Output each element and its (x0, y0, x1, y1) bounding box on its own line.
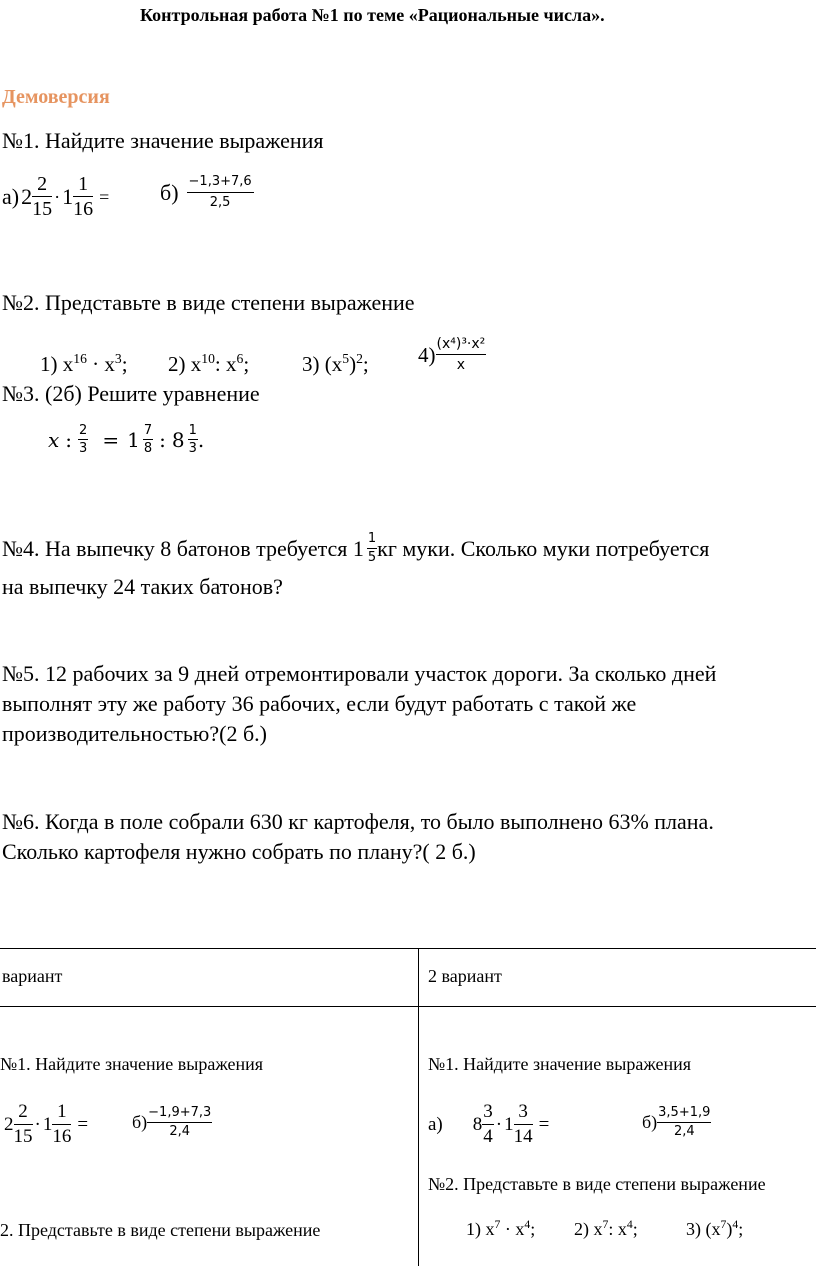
t2i1-e1: 16 (73, 351, 87, 366)
t2i3-e2: 2 (356, 351, 363, 366)
task2-text: №2. Представьте в виде степени выражение (2, 290, 415, 315)
task3-equation (48, 422, 204, 457)
a-op: · (54, 186, 61, 207)
task5-line2: выполнят эту же работу 36 рабочих, если будут работать с такой же (2, 691, 637, 716)
v2i2-mid: : x (608, 1219, 627, 1239)
t4-num: 1 (367, 530, 377, 549)
t2i4-den: x (456, 357, 466, 373)
v1-b-den: 2,4 (169, 1124, 191, 1139)
task1-text: №1. Найдите значение выражения (2, 128, 324, 153)
v2i1-pre: 1) x (466, 1219, 495, 1239)
t3-w3: 8 (171, 427, 185, 452)
v2i1-e2: 4 (524, 1218, 531, 1231)
a-whole1: 2 (21, 183, 33, 209)
task6-line2: Сколько картофеля нужно собрать по плану?( 2 б.) (2, 839, 476, 864)
t2i2-post: ; (243, 352, 250, 376)
v2-f2 (514, 1100, 533, 1149)
v2i1-mid: · x (500, 1219, 525, 1239)
v1-f2 (52, 1100, 71, 1149)
a-whole2: 1 (62, 183, 74, 209)
t2i4-num: (x⁴)³·x² (436, 334, 487, 355)
t3-x: x (48, 427, 60, 452)
t2i3-post: ; (362, 352, 369, 376)
task2-item1 (40, 343, 128, 380)
v1-b-label: б) (132, 1112, 148, 1132)
variant1-expression-b (132, 1104, 212, 1141)
a-fraction2 (73, 172, 93, 221)
t2i1-mid: · x (86, 352, 115, 376)
b-den: 2,5 (209, 195, 231, 210)
t3-f2-num: 7 (143, 423, 153, 438)
v2i2-e2: 4 (626, 1218, 633, 1231)
task1-b-label: б) (160, 179, 179, 205)
variant2-task2-text: №2. Представьте в виде степени выражение (428, 1174, 766, 1194)
v2-w1: 8 (472, 1113, 483, 1135)
t2i4-pre: 4) (418, 342, 436, 367)
task1-expression-a (2, 172, 109, 221)
t3-f1 (78, 422, 88, 457)
task3-text: №3. (2б) Решите уравнение (2, 381, 260, 406)
v2i3-mid: ) (726, 1219, 733, 1239)
v1-w1: 2 (4, 1113, 14, 1135)
v2i3-post: ; (738, 1219, 744, 1239)
v1-op: · (34, 1113, 41, 1135)
v1-eq: = (77, 1113, 89, 1135)
t4-fraction (367, 530, 377, 567)
v1-f1 (14, 1100, 33, 1149)
a-fraction1 (32, 172, 52, 221)
t2i1-pre: 1) x (40, 352, 74, 376)
v2i1-post: ; (530, 1219, 536, 1239)
v2-op: · (495, 1113, 503, 1135)
v2-b-label: б) (642, 1112, 658, 1132)
task1-a-label: а) (2, 183, 20, 209)
t3-f3-den: 3 (188, 441, 197, 456)
variant1-task2-text: 2. Представьте в виде степени выражение (0, 1220, 321, 1240)
v1-n1: 2 (14, 1100, 33, 1125)
a-den1: 15 (32, 198, 53, 220)
a-den2: 16 (73, 198, 94, 220)
v2i3-e1: 7 (720, 1218, 727, 1231)
task5-line1: №5. 12 рабочих за 9 дней отремонтировали участок дороги. За сколько дней (2, 661, 717, 686)
v2-n1: 3 (482, 1100, 494, 1125)
v2i2-pre: 2) x (574, 1219, 603, 1239)
t4-post: кг муки. Сколько муки потребуется (377, 535, 710, 561)
t3-f3-num: 1 (188, 423, 197, 438)
t2i2-e1: 10 (201, 351, 215, 366)
a-num1: 2 (32, 172, 52, 197)
variant2-task2-item1 (466, 1218, 535, 1240)
task1-expression-b (160, 172, 254, 213)
v2-d1: 4 (483, 1126, 493, 1147)
variant2-task1-text: №1. Найдите значение выражения (428, 1054, 692, 1074)
t3-colon2: : (159, 427, 166, 452)
v2i1-e1: 7 (494, 1218, 501, 1231)
v1-b-fraction (147, 1104, 212, 1141)
b-num: −1,3+7,6 (187, 172, 254, 193)
table-top-border (0, 948, 816, 949)
t2i3-mid: ) (349, 352, 357, 376)
a-num2: 1 (73, 172, 93, 197)
v2-eq: = (538, 1113, 550, 1135)
t2i3-e1: 5 (342, 351, 350, 366)
t2i3-pre: 3) (x (302, 352, 343, 376)
task2-item4 (418, 334, 486, 375)
v1-n2: 1 (52, 1100, 71, 1125)
variant1-expression-a (4, 1100, 88, 1149)
v2-f1 (482, 1100, 494, 1149)
v2-a-label: а) (428, 1113, 443, 1135)
t2i2-e2: 6 (236, 351, 244, 366)
variant2-task2-item3 (686, 1218, 743, 1240)
t2i1-e2: 3 (114, 351, 122, 366)
t2i4-fraction (436, 334, 487, 375)
t3-f2 (143, 422, 153, 457)
v2-b-fraction (657, 1104, 711, 1141)
v1-b-num: −1,9+7,3 (147, 1104, 212, 1123)
table-column-divider (418, 948, 419, 1266)
v2i2-e1: 7 (602, 1218, 609, 1231)
t2i2-mid: : x (214, 352, 237, 376)
v2i2-post: ; (632, 1219, 638, 1239)
t3-colon1: : (65, 427, 73, 452)
t3-f2-den: 8 (143, 441, 153, 456)
a-eq: = (99, 186, 110, 207)
t3-f1-den: 3 (79, 441, 88, 456)
variant2-header: 2 вариант (428, 966, 502, 986)
task4-line2: на выпечку 24 таких батонов? (2, 574, 283, 599)
v2-b-den: 2,4 (673, 1124, 695, 1139)
t4-den: 5 (367, 550, 377, 565)
v2i3-pre: 3) (x (686, 1219, 721, 1239)
variant1-task1-text: №1. Найдите значение выражения (0, 1054, 264, 1074)
task2-item2 (168, 343, 249, 380)
variant2-expression-a (428, 1100, 549, 1149)
v2-n2: 3 (514, 1100, 533, 1125)
v1-w2: 1 (42, 1113, 53, 1135)
v2-d2: 14 (513, 1126, 533, 1147)
page-title: Контрольная работа №1 по теме «Рациональные числа». (140, 5, 605, 25)
b-fraction (187, 172, 254, 213)
v2i3-e2: 4 (732, 1218, 739, 1231)
variant2-task2-item2 (574, 1218, 638, 1240)
t3-f1-num: 2 (79, 423, 88, 438)
t3-dot: . (197, 427, 205, 452)
t2i1-post: ; (121, 352, 128, 376)
t3-w2: 1 (127, 427, 140, 452)
demo-label: Демоверсия (2, 86, 110, 108)
table-header-border (0, 1006, 816, 1007)
variant1-header: вариант (2, 966, 63, 986)
variant2-expression-b (642, 1104, 711, 1141)
t4-pre: №4. На выпечку 8 батонов требуется 1 (2, 535, 364, 561)
v2-w2: 1 (504, 1113, 514, 1135)
v1-d2: 16 (52, 1126, 72, 1147)
task2-item3 (302, 343, 369, 380)
v2-b-num: 3,5+1,9 (657, 1104, 711, 1123)
t3-f3 (188, 422, 198, 457)
t2i2-pre: 2) x (168, 352, 202, 376)
task5-line3: производительностью?(2 б.) (2, 721, 267, 746)
task4-line1 (2, 530, 709, 567)
v1-d1: 15 (13, 1126, 33, 1147)
t3-eq: = (102, 427, 120, 452)
task6-line1: №6. Когда в поле собрали 630 кг картофеля, то было выполнено 63% плана. (2, 809, 714, 834)
